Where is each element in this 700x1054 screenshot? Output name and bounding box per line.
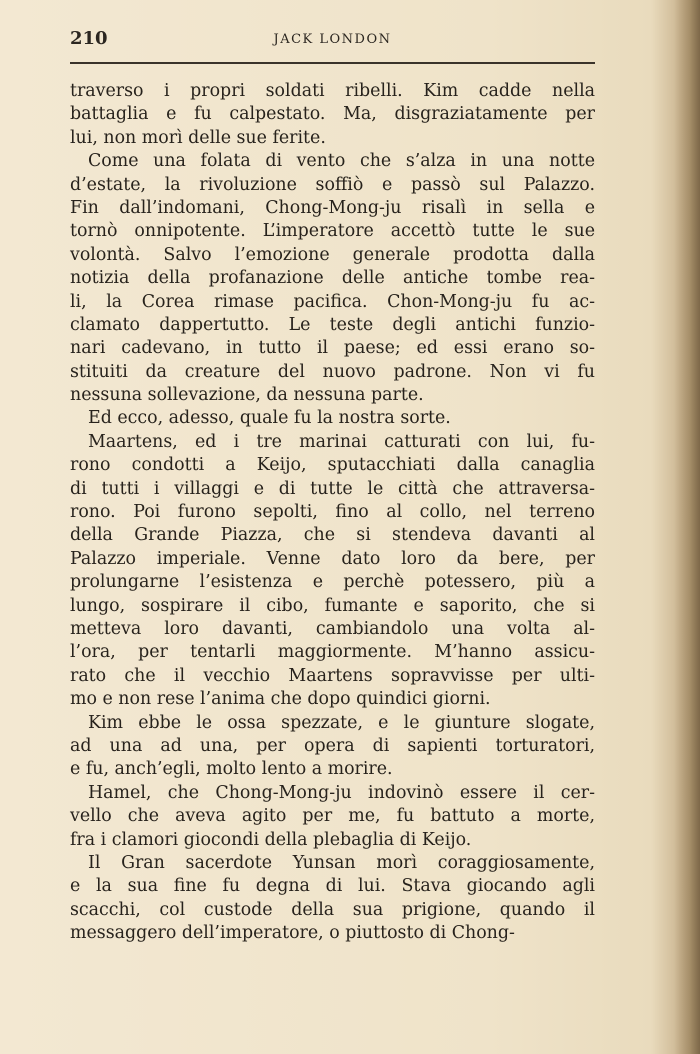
text-line: Palazzo imperiale. Venne dato loro da bere, per: [70, 548, 595, 569]
body-text: [70, 80, 595, 945]
page-number: 210: [70, 28, 108, 49]
text-line: rono. Poi furono sepolti, fino al collo, nel terreno: [70, 502, 595, 523]
text-line: Maartens, ed i tre marinai catturati con lui, fu-: [88, 431, 595, 452]
text-line: fra i clamori giocondi della plebaglia di Keijo.: [70, 829, 472, 850]
text-line: nari cadevano, in tutto il paese; ed essi erano so-: [70, 338, 595, 359]
text-line: prolungarne l’esistenza e perchè potessero, più a: [70, 572, 595, 593]
text-line: metteva loro davanti, cambiandolo una volta al-: [70, 618, 595, 639]
text-line: tornò onnipotente. L’imperatore accettò tutte le sue: [70, 221, 595, 242]
text-line: l’ora, per tentarli maggiormente. M’hanno assicu-: [70, 642, 595, 663]
text-line: Fin dall’indomani, Chong-Mong-ju risalì in sella e: [70, 197, 595, 218]
text-line: rato che il vecchio Maartens sopravvisse per ulti-: [70, 665, 595, 686]
page-edge-shadow: [674, 0, 700, 1054]
text-line: lui, non morì delle sue ferite.: [70, 127, 326, 148]
text-line: Come una folata di vento che s’alza in una notte: [88, 151, 595, 172]
header-rule: [70, 62, 595, 64]
text-line: rono condotti a Keijo, sputacchiati dalla canaglia: [70, 455, 595, 476]
text-line: volontà. Salvo l’emozione generale prodotta dalla: [70, 244, 595, 265]
text-line: li, la Corea rimase pacifica. Chon-Mong-ju fu ac-: [70, 291, 595, 312]
text-line: della Grande Piazza, che si stendeva davanti al: [70, 525, 595, 546]
running-head: JACK LONDON: [273, 32, 392, 47]
text-line: e la sua fine fu degna di lui. Stava giocando agli: [70, 876, 595, 897]
text-line: e fu, anch’egli, molto lento a morire.: [70, 759, 393, 780]
text-line: mo e non rese l’anima che dopo quindici giorni.: [70, 689, 491, 710]
text-line: battaglia e fu calpestato. Ma, disgraziatamente per: [70, 104, 595, 125]
page-header: [70, 28, 595, 54]
text-line: di tutti i villaggi e di tutte le città che attraversa-: [70, 478, 595, 499]
text-line: vello che aveva agito per me, fu battuto a morte,: [70, 806, 595, 827]
text-line: notizia della profanazione delle antiche tombe rea-: [70, 268, 595, 289]
text-line: scacchi, col custode della sua prigione, quando il: [70, 899, 595, 920]
text-line: Kim ebbe le ossa spezzate, e le giunture slogate,: [88, 712, 595, 733]
text-line: ad una ad una, per opera di sapienti torturatori,: [70, 735, 595, 756]
text-line: messaggero dell’imperatore, o piuttosto di Chong-: [70, 923, 515, 944]
text-line: nessuna sollevazione, da nessuna parte.: [70, 385, 424, 406]
text-line: Hamel, che Chong-Mong-ju indovinò essere il cer-: [88, 782, 595, 803]
text-line: stituiti da creature del nuovo padrone. Non vi fu: [70, 361, 595, 382]
text-line: traverso i propri soldati ribelli. Kim cadde nella: [70, 81, 595, 101]
text-line: Il Gran sacerdote Yunsan morì coraggiosamente,: [88, 852, 595, 873]
text-line: d’estate, la rivoluzione soffiò e passò sul Palazzo.: [70, 174, 595, 195]
text-line: clamato dappertutto. Le teste degli antichi funzio-: [70, 314, 595, 335]
text-line: Ed ecco, adesso, quale fu la nostra sorte.: [88, 408, 451, 429]
text-line: lungo, sospirare il cibo, fumante e saporito, che si: [70, 595, 595, 616]
